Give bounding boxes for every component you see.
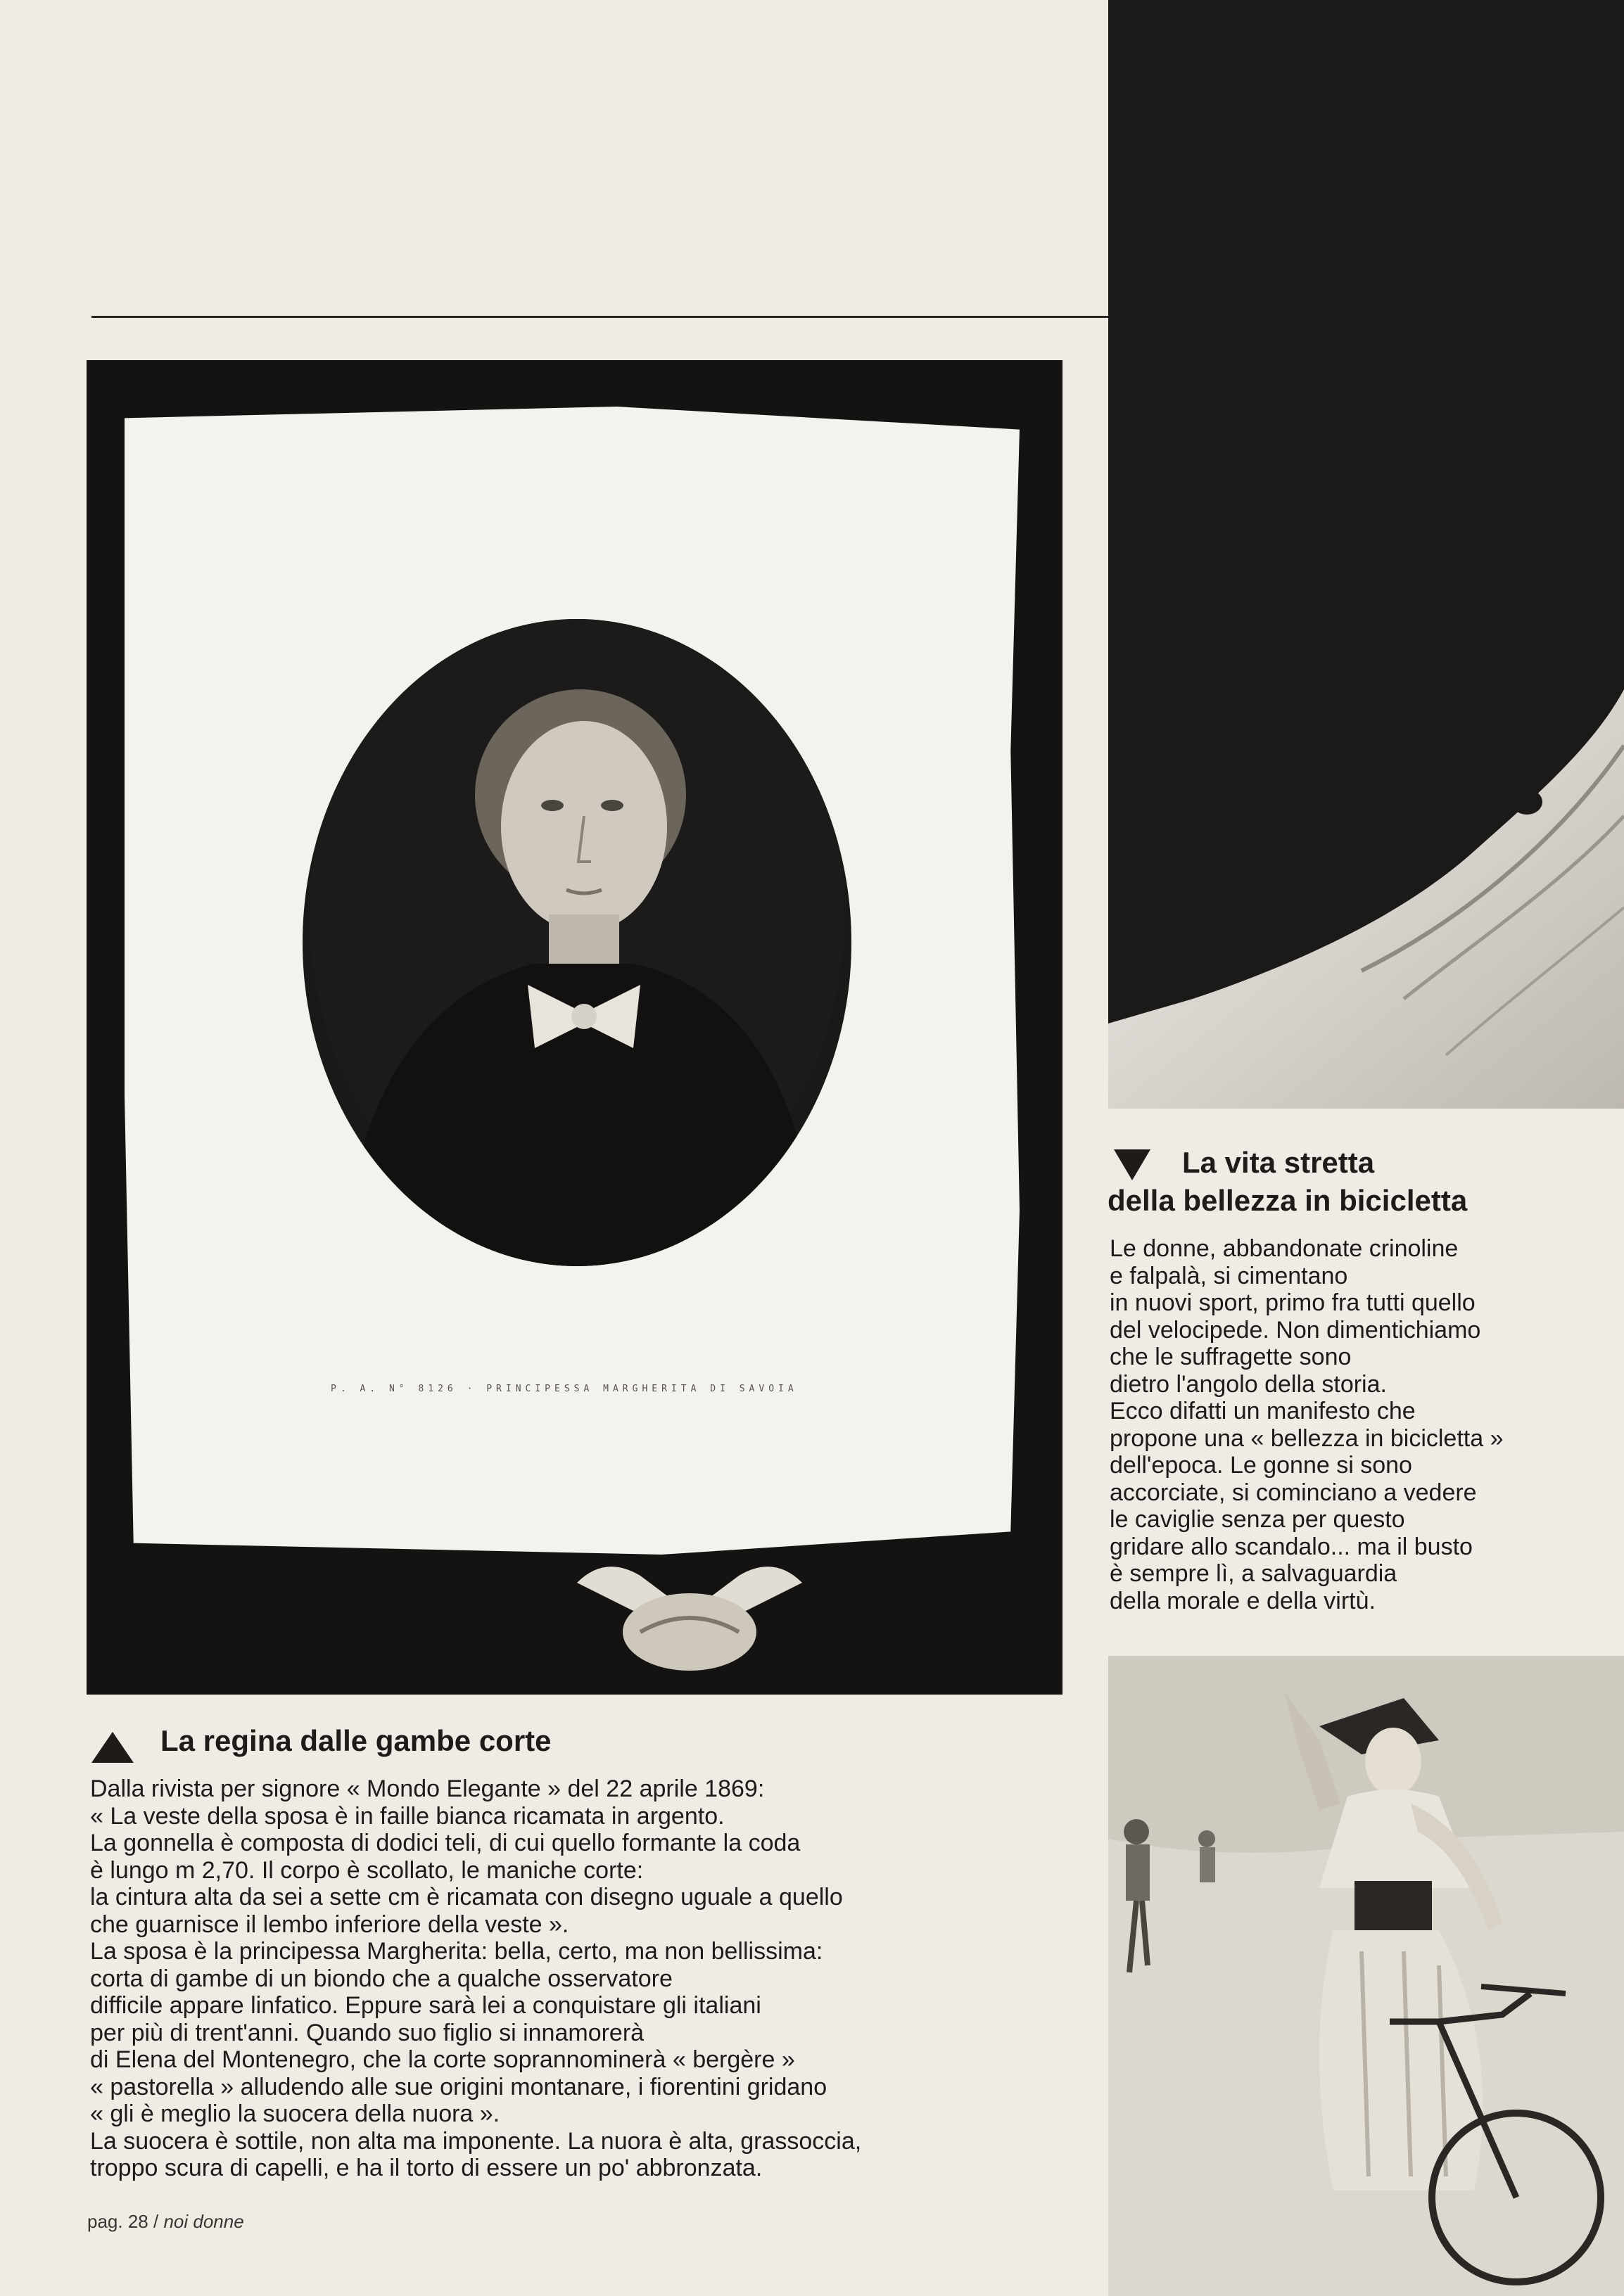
left-article-body (90, 1775, 1075, 2182)
text-line: Le donne, abbandonate crinoline (1110, 1235, 1459, 1262)
text-line: in nuovi sport, primo fra tutti quello (1110, 1289, 1476, 1316)
right-article-body (1110, 1235, 1616, 1614)
woman-portrait (303, 619, 851, 1266)
dress-photo (1108, 0, 1624, 1109)
text-line: La gonnella è composta di dodici teli, di cui quello formante la coda (90, 1830, 801, 1856)
page-footer (87, 2211, 244, 2233)
text-line: della morale e della virtù. (1110, 1587, 1376, 1614)
text-line: gridare allo scandalo... ma il busto (1110, 1533, 1473, 1560)
text-line: « gli è meglio la suocera della nuora ». (90, 2100, 500, 2127)
portrait-oval (303, 619, 851, 1266)
text-line: Ecco difatti un manifesto che (1110, 1398, 1416, 1424)
photo-print-caption: P. A. N° 8126 · PRINCIPESSA MARGHERITA DI SAVOIA (331, 1384, 798, 1394)
text-line: La suocera è sottile, non alta ma imponente. La nuora è alta, grassoccia, (90, 2127, 862, 2155)
text-line: corta di gambe di un biondo che a qualche osservatore (90, 1965, 673, 1992)
text-line: dietro l'angolo della storia. (1110, 1370, 1387, 1398)
left-article-heading: La regina dalle gambe corte (160, 1724, 552, 1757)
text-line: Dalla rivista per signore « Mondo Elegante » del 22 aprile 1869: (90, 1775, 765, 1802)
text-line: e falpalà, si cimentano (1110, 1262, 1348, 1289)
text-line: La sposa è la principessa Margherita: bella, certo, ma non bellissima: (90, 1938, 823, 1965)
page-label: pag. (87, 2211, 123, 2232)
text-line: di Elena del Montenegro, che la corte soprannominerà « bergère » (90, 2046, 795, 2073)
right-article-heading-line1: La vita stretta (1182, 1146, 1375, 1179)
clasped-hands (563, 1555, 816, 1688)
text-line: accorciate, si cominciano a vedere (1110, 1479, 1477, 1506)
top-rule (91, 316, 1108, 318)
text-line: propone una « bellezza in bicicletta » (1110, 1424, 1504, 1452)
text-line: è sempre lì, a salvaguardia (1110, 1560, 1397, 1587)
triangle-up-icon (91, 1732, 134, 1763)
text-line: la cintura alta da sei a sette cm è ricamata con disegno uguale a quello (90, 1884, 843, 1911)
text-line: che le suffragette sono (1110, 1344, 1352, 1370)
text-line: che guarnisce il lembo inferiore della veste ». (90, 1911, 569, 1938)
text-line: « La veste della sposa è in faille bianca ricamata in argento. (90, 1802, 725, 1830)
text-line: troppo scura di capelli, e ha il torto di essere un po' abbronzata. (90, 2155, 763, 2181)
bicycle-poster (1108, 1656, 1624, 2296)
triangle-down-icon (1114, 1149, 1150, 1180)
footer-separator: / (153, 2211, 159, 2232)
text-line: le caviglie senza per questo (1110, 1506, 1405, 1533)
text-line: dell'epoca. Le gonne si sono (1110, 1452, 1412, 1479)
text-line: « pastorella » alludendo alle sue origini montanare, i fiorentini gridano (90, 2073, 827, 2100)
magazine-name: noi donne (163, 2211, 244, 2232)
woman-on-bicycle-illustration (1108, 1656, 1624, 2296)
drape-illustration (1108, 0, 1624, 1109)
text-line: difficile appare linfatico. Eppure sarà lei a conquistare gli italiani (90, 1992, 761, 2019)
right-article-heading-line2: della bellezza in bicicletta (1108, 1184, 1468, 1217)
page-number: 28 (127, 2211, 148, 2232)
text-line: per più di trent'anni. Quando suo figlio si innamorerà (90, 2019, 645, 2046)
text-line: del velocipede. Non dimentichiamo (1110, 1316, 1481, 1344)
text-line: è lungo m 2,70. Il corpo è scollato, le maniche corte: (90, 1856, 644, 1884)
